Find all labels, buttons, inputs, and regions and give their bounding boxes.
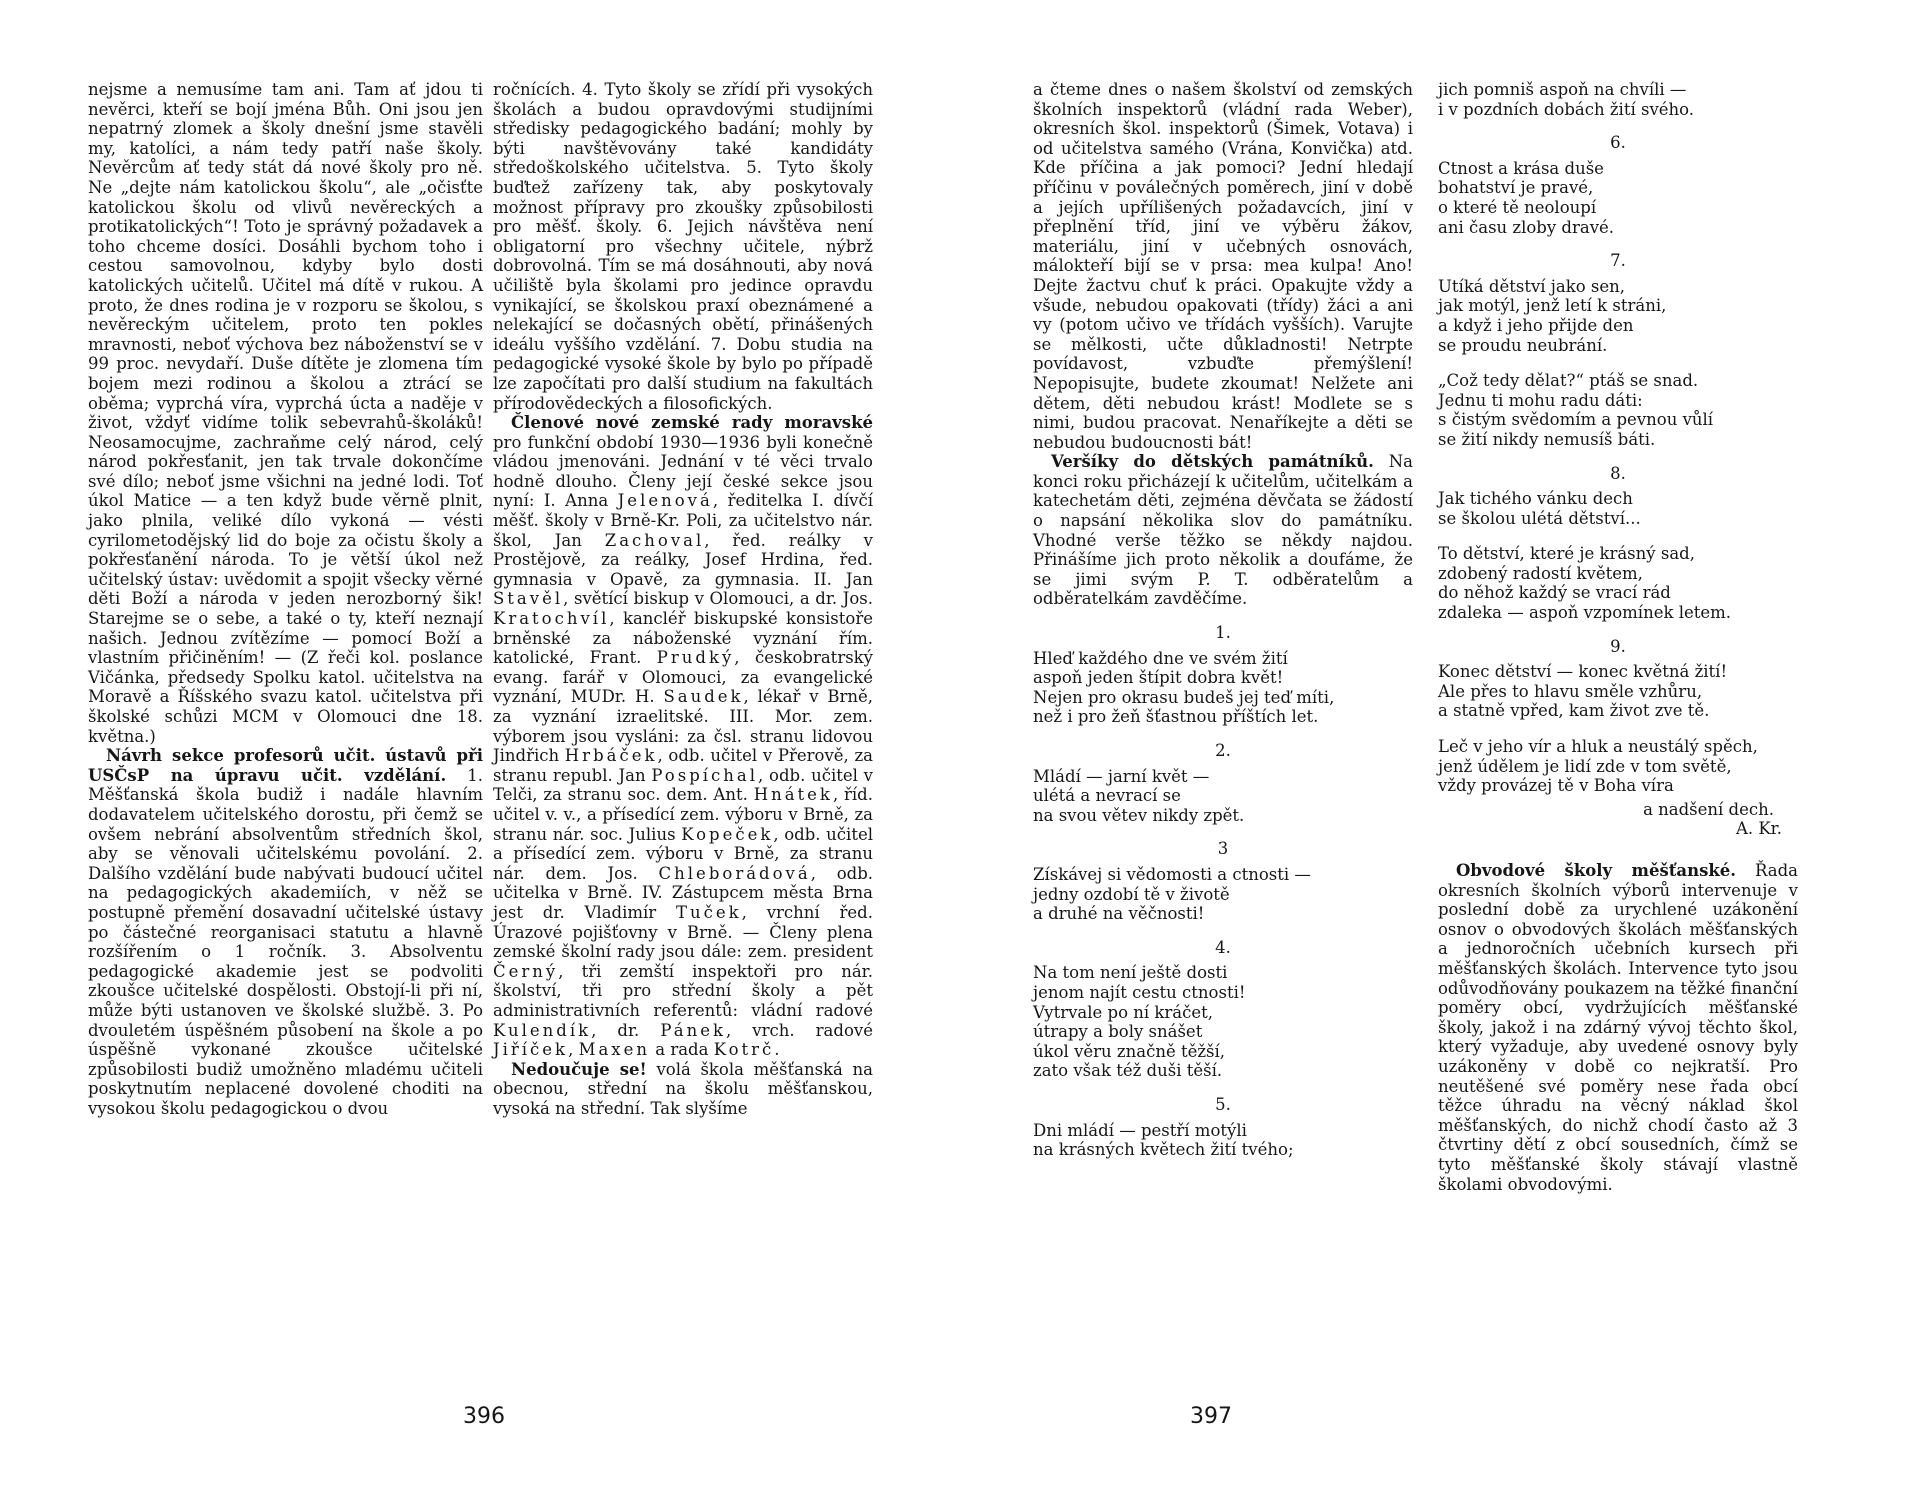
person-name: Stavěl	[493, 589, 564, 609]
poem-line: ulétá a nevrací se	[1033, 786, 1181, 806]
poem-line: i v pozdních dobách žití svého.	[1438, 99, 1695, 119]
poem-number: 5.	[1215, 1094, 1231, 1114]
poem-line: se žití nikdy nemusíš báti.	[1438, 429, 1656, 449]
text-run: , kancléř biskupské konsistoře brněnské za náboženské vyznání řím. katolické, Frant.	[493, 609, 873, 668]
section-heading: Veršíky do dětských památníků.	[1051, 452, 1374, 472]
author-signature: A. Kr.	[1735, 819, 1782, 839]
poem-line: než i pro žeň šťastnou příštích let.	[1033, 707, 1319, 727]
text-run: , tři zemští inspektoři pro nár. školství, tři pro střední školy a pět administrativních referentů: vládní radové	[493, 961, 873, 1020]
poem-line: jedny ozdobí tě v životě	[1033, 884, 1230, 904]
poem-line: Leč v jeho vír a hluk a neustálý spěch,	[1438, 737, 1758, 757]
poem-line: Získávej si vědomosti a ctnosti —	[1033, 864, 1311, 884]
person-name: Tuček	[676, 902, 742, 922]
right-column-1	[1033, 80, 1413, 1164]
person-name: Kopeček	[681, 824, 774, 844]
paragraph	[88, 746, 483, 1118]
poem	[1438, 662, 1798, 721]
poem-number: 9.	[1610, 636, 1626, 656]
poem-line: bohatství je pravé,	[1438, 178, 1594, 198]
paragraph-text: volá škola měšťanská na obecnou, střední na školu měšťanskou, vysoká na střední. Tak slyšíme	[493, 1059, 874, 1118]
poem-number: 4.	[1215, 937, 1231, 957]
text-run: , odb. učitel v Telči, za stranu soc. dem. Ant.	[493, 765, 873, 805]
person-name: Pánek	[660, 1020, 726, 1040]
poem-line: Hleď každého dne ve svém žití	[1033, 648, 1288, 668]
text-run: , lékař v Brně, za vyznání izraelitské. III. Mor. zem. výborem jsou vysláni: za čsl. stranu lidovou Jindřich	[493, 687, 874, 766]
poem-line: Jak tichého vánku dech	[1438, 489, 1633, 509]
poem-line: zdaleka — aspoň vzpomínek letem.	[1438, 603, 1732, 623]
poem-line: na svou větev nikdy zpět.	[1033, 805, 1245, 825]
poem	[1438, 489, 1798, 528]
person-name: Černý	[493, 961, 559, 981]
paragraph	[1438, 861, 1798, 1194]
left-column-2	[493, 80, 873, 1118]
poem-line: a statně vpřed, kam život zve tě.	[1438, 701, 1710, 721]
text-run: .	[774, 1040, 780, 1060]
right-page	[953, 0, 1906, 1500]
poem-line: To dětství, které je krásný sad,	[1438, 544, 1695, 564]
text-run: , dr.	[591, 1020, 661, 1040]
page-number: 396	[463, 1404, 505, 1429]
person-name: Jelenová	[617, 491, 713, 511]
poem	[1033, 649, 1413, 727]
person-name: Prudký	[656, 648, 735, 668]
poem-line: jich pomniš aspoň na chvíli —	[1438, 80, 1687, 99]
poem-line: Jednu ti mohu radu dáti:	[1438, 390, 1643, 410]
text-run: , řed. reálky v Prostějově, za reálky, Josef Hrdina, řed. gymnasia v Opavě, za gymnasia. II. Jan	[493, 530, 873, 589]
person-name: Zachoval	[604, 530, 705, 550]
poem-line: se školou ulétá dětství...	[1438, 508, 1641, 528]
poem-number: 7.	[1610, 251, 1626, 271]
poem-line: jenž údělem je lidí zde v tom světě,	[1438, 756, 1732, 776]
poem-line: jak motýl, jenž letí k stráni,	[1438, 296, 1667, 316]
person-name: Kratochvíl	[493, 609, 610, 629]
paragraph	[493, 1060, 873, 1119]
poem-line: a druhé na věčnosti!	[1033, 904, 1205, 924]
poem-line: Na tom není ještě dosti	[1033, 963, 1228, 983]
person-name: Jiříček	[493, 1040, 569, 1060]
text-run: , odb. učitelka v Brně. IV. Zástupcem města Brna jest dr. Vladimír	[493, 863, 874, 922]
person-name: Hnátek	[753, 785, 833, 805]
person-name: Hrbáček	[564, 746, 658, 766]
poem-line: se proudu neubrání.	[1438, 335, 1608, 355]
poem-number: 8.	[1610, 463, 1626, 483]
poem-line: zato však též duši těší.	[1033, 1061, 1223, 1081]
poem-closing-line: a nadšení dech.	[1643, 799, 1774, 819]
poem	[1438, 159, 1798, 237]
poem-line: jenom najít cestu ctnosti!	[1033, 982, 1246, 1002]
poem-line: zdobený radostí květem,	[1438, 563, 1643, 583]
paragraph-text: 1. Měšťanská škola budiž i nadále hlavním dodavatelem učitelského dorostu, při čemž se ovšem nebrání absolventům středních škol, aby se věnovali učitelskému povolání. 2. Dalšího vzdělání bude nabývati budoucí učitel na pedagogických akademiích, v něž se postupně přemění dosavadní učitelské ústavy po částečné reorganisaci statutu a hlavně rozšířením o 1 ročník. 3. Absolventu pedagogické akademie jest se podvoliti zkoušce učitelské dospělosti. Obstojí-li při ní, může býti ustanoven ve školské službě. 3. Po dvouletém úspěšném působení na škole a po úspěšně vykonané zkoušce učitelské způsobilosti budiž umožněno mladému učiteli poskytnutím neplacené dovolené choditi na vysokou školu pedagogickou o dvou	[88, 765, 483, 1118]
poem-line: ani času zloby dravé.	[1438, 217, 1615, 237]
poem-line: s čistým svědomím a pevnou vůlí	[1438, 410, 1714, 430]
poem-line: Nejen pro okrasu budeš jej teď míti,	[1033, 687, 1335, 707]
poem-line: o které tě neoloupí	[1438, 197, 1597, 217]
poem-continuation	[1438, 80, 1798, 119]
poem-line: Utíká dětství jako sen,	[1438, 276, 1626, 296]
right-column-2	[1438, 80, 1798, 1194]
text-run: , světící biskup v Olomouci, a dr. Jos.	[563, 589, 873, 609]
text-run: , odb. učitel a přísedící zem. výboru v Brně, za stranu nár. dem. Jos.	[493, 824, 874, 883]
poem-line: útrapy a boly snášet	[1033, 1022, 1203, 1042]
text-run: , odb. učitel v Přerově, za stranu republ. Jan	[493, 746, 873, 785]
poem	[1438, 544, 1798, 622]
section-heading: Členové nové zemské rady moravské	[511, 413, 873, 433]
poem	[1033, 865, 1413, 924]
person-name: Kulendík	[493, 1020, 592, 1040]
text-run: , českobratrský evang. farář v Olomouci, za evangelické vyznání, MUDr. H.	[493, 648, 873, 707]
text-run: pro funkční období 1930—1936 byli konečně vládou jmenováni. Jednání v té věci trvalo hodně dlouho. Členy její české sekce jsou nyní: I. Anna	[493, 432, 873, 511]
person-name: Saudek	[663, 687, 744, 707]
left-column-1	[88, 80, 483, 1118]
poem-line: Vytrvale po ní kráčet,	[1033, 1002, 1214, 1022]
paragraph-text: Řada okresních školních výborů intervenuje v poslední době za urychlené uzákonění osnov o obvodových školách měšťanských a jednoročních učebních kursech při měšťanských školách. Intervence tyto jsou odůvodňovány poukazem na těžké finanční poměry obcí, vydržujících měšťanské školy, jakož i na zdárný vývoj těchto škol, který vyžaduje, aby uvedené osnovy byly uzákoněny v době co nejkratší. Pro neutěšené své poměry nese řada obcí těžce úhradu na věcný náklad škol měšťanských, do nichž chodí často až 3 čtvrtiny dětí z obcí sousedních, čímž se tyto měšťanské školy stávají vlastně školami obvodovými.	[1438, 861, 1798, 1194]
section-heading: Návrh sekce profesorů učit. ústavů při USČsP na úpravu učit. vzdělání.	[88, 746, 483, 785]
poem	[1033, 1121, 1413, 1160]
poem-number: 6.	[1610, 133, 1626, 153]
poem-line: „Což tedy dělat?“ ptáš se snad.	[1438, 371, 1699, 391]
poem-line: Ale přes to hlavu směle vzhůru,	[1438, 681, 1703, 701]
paragraph: nejsme a nemusíme tam ani. Tam ať jdou ti nevěrci, kteří se bojí jména Bůh. Oni jsou jen nepatrný zlomek a školy dnešní jsme stavěli my, katolíci, a nám tedy patří naše školy. Nevěrcům ať tedy stát dá nové školy pro ně. Ne „dejte nám katolickou školu“, ale „očisťte katolickou školu od vlivů nevěreckých a protikatolických“! Toto je správný požadavek a toho chceme dosíci. Dosáhli bychom toho i cestou samovolnou, kdyby bylo dosti katolických učitelů. Učitel má dítě v rukou. A proto, že dnes rodina je v rozporu se školou, s nevěreckým učitelem, proto ten pokles mravnosti, neboť výchova bez náboženství se v 99 proc. nevydaří. Duše dítěte je zlomena tím bojem mezi rodinou a školou a ztrácí se oběma; vyprchá víra, vyprchá úcta a naděje v život, vždyť vidíme tolik sebevrahů-školáků! Neosamocujme, zachraňme celý národ, celý národ pokřesťanit, jen tak trvale dokončíme své dílo; neboť jsme všichni na jedné lodi. Toť úkol Matice — a ten když bude věrně plnit, jako plnila, veliké dílo vykoná — vésti cyrilometodějský lid do boje za očistu školy a pokřesťanění národa. To je větší úkol než učitelský ústav: uvědomit a spojit všecky věrné děti Boží a národa v jeden nerozborný šik! Starejme se o sebe, a také o ty, kteří neznají našich. Jednou zvítězíme — pomocí Boží a vlastním přičiněním! — (Z řeči kol. poslance Vičánka, předsedy Spolku katol. učitelstva na Moravě a Říšského svazu katol. učitelstva při školské schůzi MCM v Olomouci dne 18. května.)	[88, 80, 483, 746]
person-name: Maxen	[578, 1040, 650, 1060]
poem	[1438, 371, 1798, 449]
paragraph: ročnících. 4. Tyto školy se zřídí při vysokých školách a budou opravdovými studijními středisky pedagogického badání; mohly by býti navštěvovány také kandidáty středoškolského učitelstva. 5. Tyto školy buďtež zařízeny tak, aby poskytovaly možnost přípravy pro zkoušky způsobilosti pro měšť. školy. 6. Jejich návštěva není obligatorní pro všechny učitele, nýbrž dobrovolná. Tím se má dosáhnouti, aby nová učiliště byla školami pro jedince opravdu vynikající, se školskou praxí obeznámené a nelekající se dočasných obětí, přinášených ideálu vyššího vzdělání. 7. Dobu studia na pedagogické vysoké škole by bylo po případě lze započítati pro další studium na fakultách přírodovědeckých a filosofických.	[493, 80, 873, 413]
text-run: , vrchní řed. Úrazové pojišťovny v Brně. — Členy plena zemské školní rady jsou dále: zem. president	[493, 902, 873, 962]
poem-line: vždy provázej tě v Boha víra	[1438, 776, 1674, 796]
section-heading: Nedoučuje se!	[511, 1059, 647, 1079]
person-name: Chleborádová	[658, 863, 811, 883]
poem-line: Ctnost a krása duše	[1438, 158, 1604, 178]
poem-line: Dni mládí — pestří motýli	[1033, 1120, 1247, 1140]
person-name: Kotrč	[713, 1040, 775, 1060]
text-run: ,	[568, 1040, 579, 1060]
poem-line: do něhož každý se vrací rád	[1438, 583, 1671, 603]
poem	[1438, 737, 1798, 796]
poem-line: na krásných květech žití tvého;	[1033, 1140, 1294, 1160]
paragraph: a čteme dnes o našem školství od zemských školních inspektorů (vládní rada Weber), okresních škol. inspektorů (Šimek, Votava) i od učitelstva samého (Vrána, Konvička) atd. Kde příčina a jak pomoci? Jední hledají příčinu v poválečných poměrech, jiní v době a jejích upřílišených požadavcích, jiní v přeplnění tříd, jiní ve výběru žákov, materiálu, jiní v učebných osnovách, málokteří bijí se v prsa: mea kulpa! Ano! Dejte žactvu chuť k práci. Opakujte vždy a všude, nebudou opakovati (třídy) žáci a ani vy (potom učivo ve třídách vyšších). Varujte se mělkosti, učte důkladnosti! Netrpte povídavost, vzbuďte přemýšlení! Nepopisujte, budete zkoumat! Nelžete ani dětem, děti nebudou krást! Modlete se s nimi, budou pracovat. Nenaříkejte a děti se nebudou budoucnosti bát!	[1033, 80, 1413, 452]
paragraph-text: Na konci roku přicházejí k učitelům, učitelkám a katechetám děti, zejména děvčata se žádostí o napsání několika slov do památníku. Vhodné verše těžko se někdy najdou. Přinášíme jich proto několik a doufáme, že se jimi svým P. T. odběratelům a odběratelkám zavděčíme.	[1033, 452, 1413, 609]
paragraph	[493, 413, 873, 1060]
poem-block	[1033, 623, 1413, 1160]
poem-number: 2.	[1215, 741, 1231, 760]
poem	[1033, 963, 1413, 1081]
poem-line: Mládí — jarní květ —	[1033, 766, 1210, 786]
text-run: , vrch. radové	[725, 1020, 873, 1040]
person-name: Pospíchal	[651, 765, 759, 785]
poem-number: 1.	[1215, 623, 1231, 643]
poem-line: a když i jeho přijde den	[1438, 315, 1634, 335]
section-heading: Obvodové školy měšťanské.	[1456, 861, 1737, 880]
poem	[1438, 277, 1798, 355]
text-run: , ředitelka I. dívčí měšť. školy v Brně-Kr. Poli, za učitelstvo nár. škol, Jan	[493, 491, 874, 550]
paragraph	[1033, 452, 1413, 609]
poem-line: aspoň jeden štípit dobra květ!	[1033, 668, 1284, 688]
text-run: , říd. učitel v. v., a přísedící zem. výboru v Brně, za stranu nár. soc. Julius	[493, 785, 873, 844]
poem-number: 3	[1217, 839, 1229, 859]
poem-line: úkol věru značně těžší,	[1033, 1041, 1226, 1061]
page-number: 397	[1190, 1404, 1232, 1429]
poem	[1033, 767, 1413, 826]
poem-line: Konec dětství — konec květná žití!	[1438, 662, 1728, 682]
text-run: a rada	[650, 1040, 714, 1060]
